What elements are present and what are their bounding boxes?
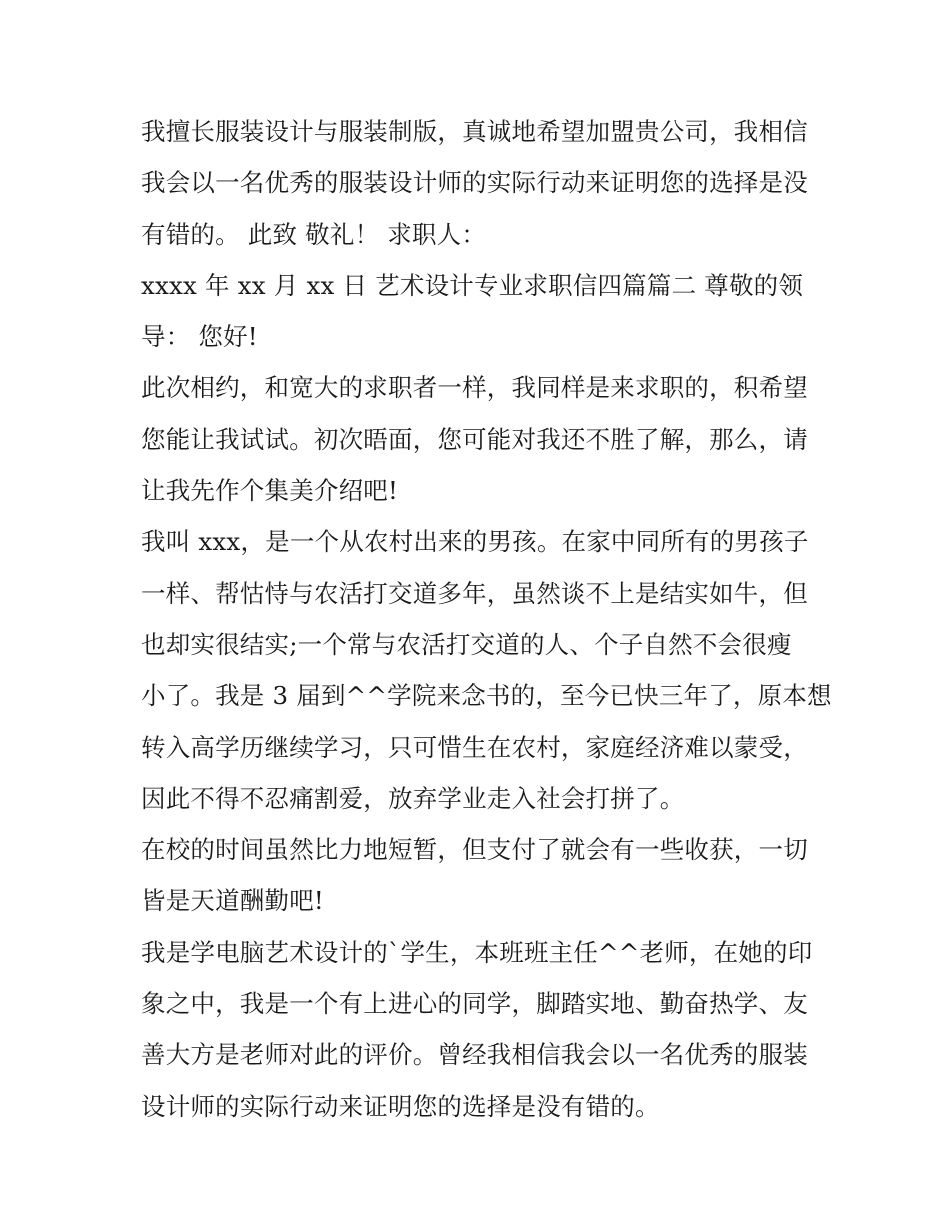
text-line: 我是学电脑艺术设计的`学生，本班班主任^^老师，在她的印 [141,937,813,967]
text-line: 设计师的实际行动来证明您的选择是没有错的。 [141,1091,660,1121]
text-line: 一样、帮怙恃与农活打交道多年，虽然谈不上是结实如牛，但 [141,578,808,608]
text-line: 因此不得不忍痛割爱，放弃学业走入社会打拼了。 [141,783,685,813]
text-line: 此次相约，和宽大的求职者一样，我同样是来求职的，积希望 [141,373,808,403]
text-line: 转入高学历继续学习，只可惜生在农村，家庭经济难以蒙受， [141,732,808,762]
text-line: 让我先作个集美介绍吧! [141,476,399,506]
text-line: 我擅长服装设计与服装制版，真诚地希望加盟贵公司，我相信 [141,117,808,146]
body-text [141,106,832,1132]
text-line: 有错的。 此致 敬礼！ 求职人： [141,219,487,249]
text-line: 您能让我试试。初次晤面，您可能对我还不胜了解，那么，请 [141,424,808,454]
text-line: 皆是天道酬勤吧! [141,886,324,916]
text-line: 象之中，我是一个有上进心的同学，脚踏实地、勤奋热学、友 [141,989,808,1019]
text-line: 导： 您好! [141,322,258,352]
text-line: 善大方是老师对此的评价。曾经我相信我会以一名优秀的服装 [141,1040,808,1070]
text-line: 在校的时间虽然比力地短暂，但支付了就会有一些收获，一切 [141,835,808,865]
text-line: 我叫 xxx，是一个从农村出来的男孩。在家中同所有的男孩子 [141,527,809,557]
text-line: xxxx 年 xx 月 xx 日 艺术设计专业求职信四篇篇二 尊敬的领 [141,270,804,300]
text-line: 小了。我是 3 届到^^学院来念书的，至今已快三年了，原本想 [141,681,832,711]
text-line: 也却实很结实;一个常与农活打交道的人、个子自然不会很瘦 [141,629,792,659]
text-line: 我会以一名优秀的服装设计师的实际行动来证明您的选择是没 [141,168,808,198]
